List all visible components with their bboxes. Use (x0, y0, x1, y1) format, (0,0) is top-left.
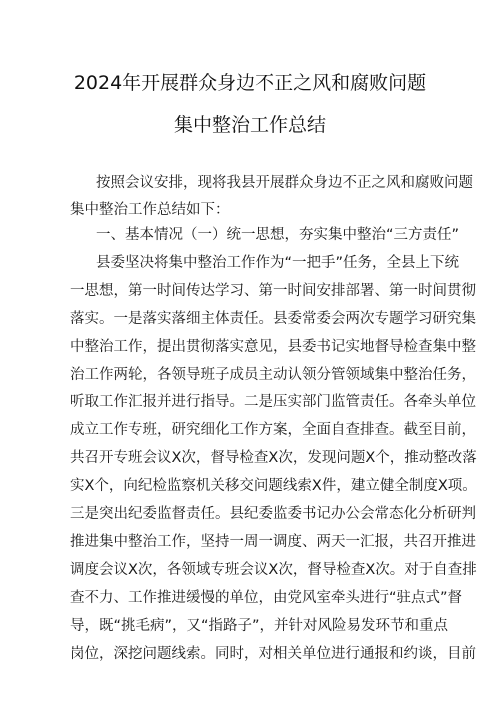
paragraph-line: 推进集中整治工作，坚持一周一调度、两天一汇报，共召开推进 (70, 534, 476, 550)
paragraph-line: 听取工作汇报并进行指导。二是压实部门监管责任。各牵头单位 (70, 394, 476, 410)
paragraph-line: 实X个，向纪检监察机关移交问题线索X件，建立健全制度X项。 (70, 478, 477, 494)
paragraph-line: 县委坚决将集中整治工作作为“一把手”任务，全县上下统 (96, 255, 460, 271)
paragraph-line: 调度会议X次，各领域专班会议X次，督导检查X次。对于自查排 (70, 562, 477, 578)
paragraph-line: 按照会议安排，现将我县开展群众身边不正之风和腐败问题 (96, 175, 473, 191)
paragraph-line: 导，既“挑毛病”，又“指路子”，并针对风险易发环节和重点 (70, 618, 449, 634)
paragraph-line: 治工作两轮，各领导班子成员主动认领分管领域集中整治任务， (70, 367, 476, 383)
paragraph-line: 查不力、工作推进缓慢的单位，由党风室牵头进行“驻点式”督 (70, 590, 463, 606)
document-title-line-2: 集中整治工作总结 (173, 114, 326, 136)
paragraph-line: 共召开专班会议X次，督导检查X次，发现问题X个，推动整改落 (70, 450, 477, 466)
section-heading: 一、基本情况（一）统一思想，夯实集中整治“三方责任” (96, 227, 460, 243)
paragraph-line: 成立工作专班，研究细化工作方案，全面自查排查。截至目前， (70, 422, 476, 438)
document-title-line-1: 2024年开展群众身边不正之风和腐败问题 (73, 72, 427, 94)
paragraph-line: 集中整治工作总结如下： (70, 202, 230, 218)
paragraph-line: 一思想，第一时间传达学习、第一时间安排部署、第一时间贯彻 (70, 283, 476, 299)
paragraph-line: 落实。一是落实落细主体责任。县委常委会两次专题学习研究集 (70, 311, 476, 327)
paragraph-line: 中整治工作，提出贯彻落实意见，县委书记实地督导检查集中整 (70, 339, 476, 355)
paragraph-line: 岗位，深挖问题线索。同时，对相关单位进行通报和约谈，目前 (70, 646, 476, 662)
paragraph-line: 三是突出纪委监督责任。县纪委监委书记办公会常态化分析研判 (70, 506, 476, 522)
